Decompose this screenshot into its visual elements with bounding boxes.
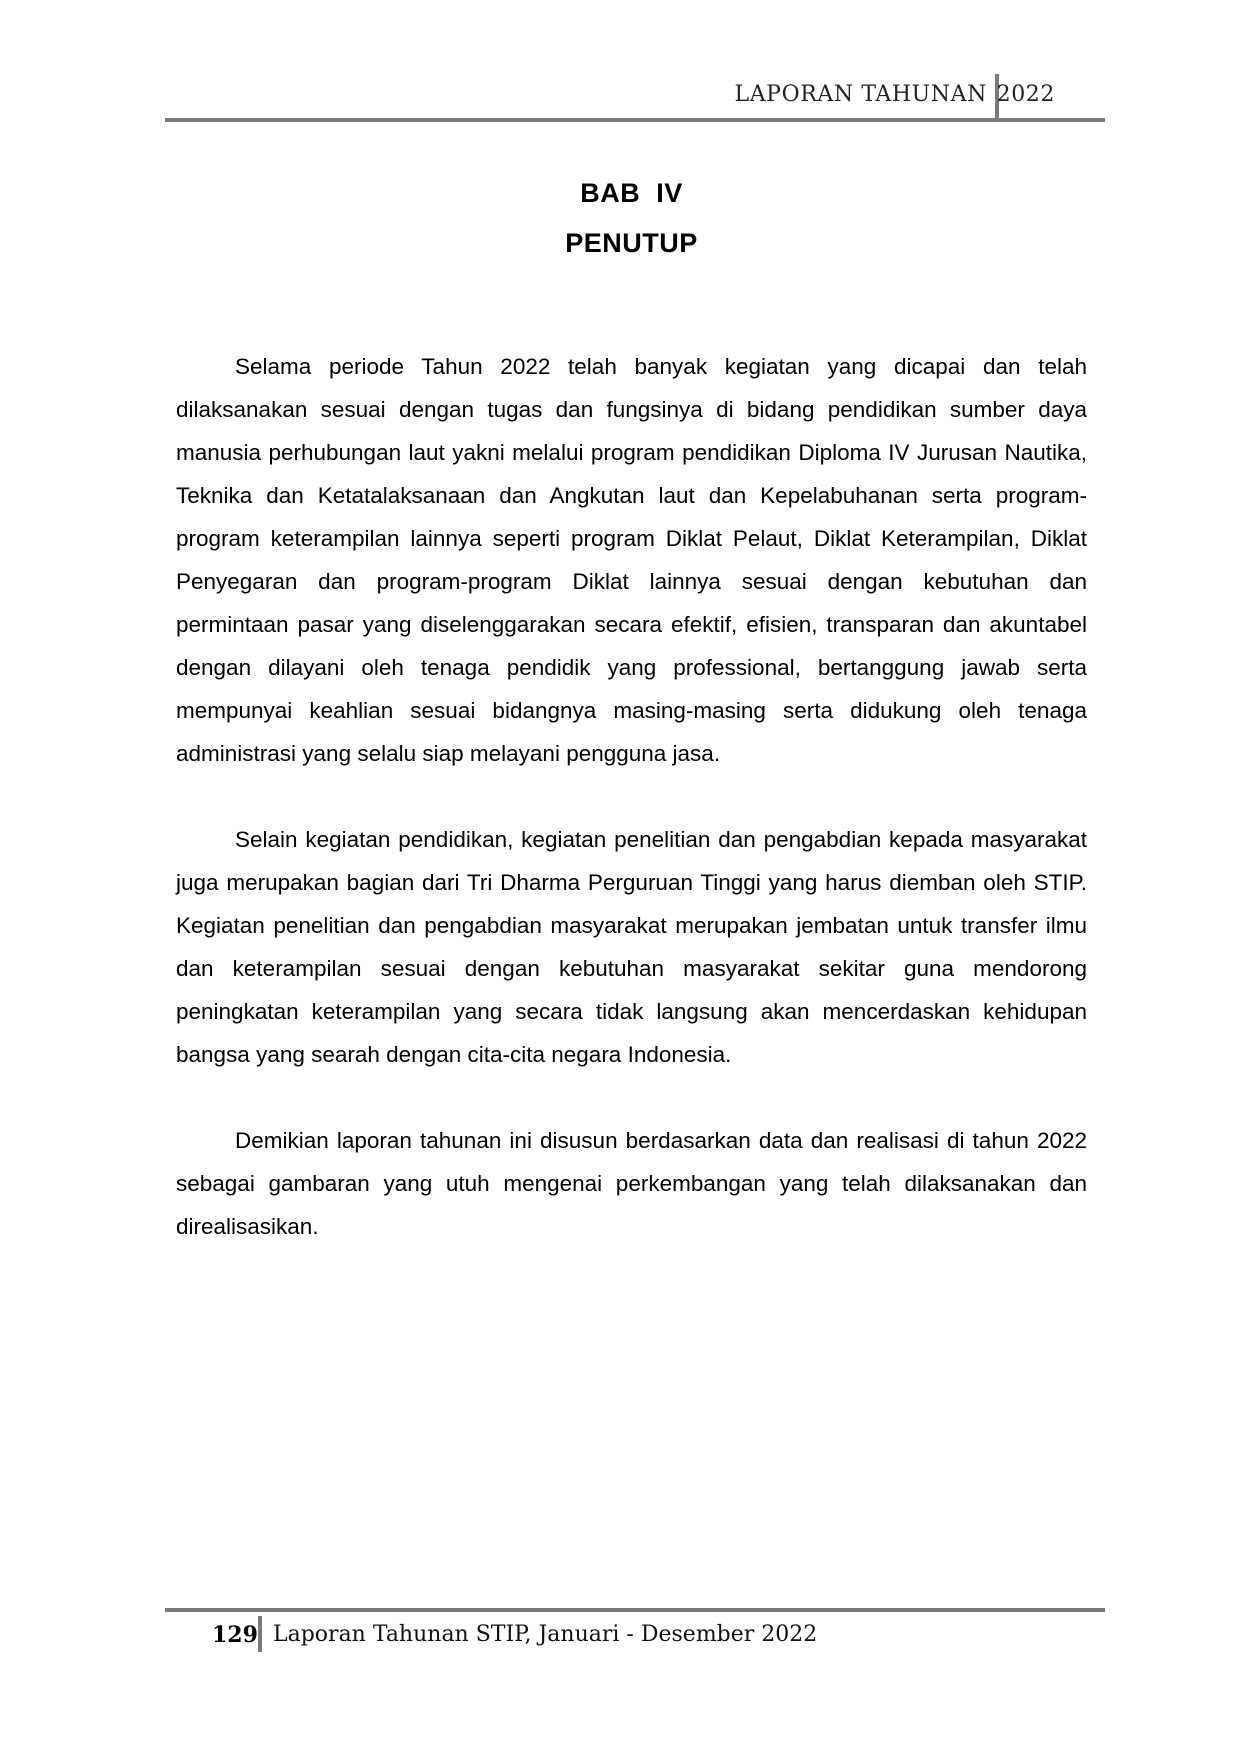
footer-rule — [165, 1608, 1105, 1612]
footer-text: Laporan Tahunan STIP, Januari - Desember 2022 — [273, 1622, 818, 1647]
page-number: 129 — [212, 1622, 258, 1648]
body-text — [176, 345, 1087, 1291]
header-year: 2022 — [996, 82, 1055, 107]
paragraph-2: Selain kegiatan pendidikan, kegiatan penelitian dan pengabdian kepada masyarakat juga merupakan bagian dari Tri Dharma Perguruan Tinggi yang harus diemban oleh STIP. Kegiatan penelitian dan pengabdian masyarakat merupakan jembatan untuk transfer ilmu dan keterampilan sesuai dengan kebutuhan masyarakat sekitar guna mendorong peningkatan keterampilan yang secara tidak langsung akan mencerdaskan kehidupan bangsa yang searah dengan cita-cita negara Indonesia. — [176, 827, 1087, 1067]
header-title: LAPORAN TAHUNAN — [734, 82, 987, 107]
paragraph-1: Selama periode Tahun 2022 telah banyak kegiatan yang dicapai dan telah dilaksanakan sesuai dengan tugas dan fungsinya di bidang pendidikan sumber daya manusia perhubungan laut yakni melalui program pendidikan Diploma IV Jurusan Nautika, Teknika dan Ketatalaksanaan dan Angkutan laut dan Kepelabuhanan serta program-program keterampilan lainnya seperti program Diklat Pelaut, Diklat Keterampilan, Diklat Penyegaran dan program-program Diklat lainnya sesuai dengan kebutuhan dan permintaan pasar yang diselenggarakan secara efektif, efisien, transparan dan akuntabel dengan dilayani oleh tenaga pendidik yang professional, bertanggung jawab serta mempunyai keahlian sesuai bidangnya masing-masing serta didukung oleh tenaga administrasi yang selalu siap melayani pengguna jasa. — [176, 354, 1087, 766]
footer-separator — [258, 1616, 262, 1652]
paragraph-3: Demikian laporan tahunan ini disusun berdasarkan data dan realisasi di tahun 2022 sebagai gambaran yang utuh mengenai perkembangan yang telah dilaksanakan dan direalisasikan. — [176, 1128, 1087, 1239]
page-header — [165, 72, 1105, 122]
chapter-number: BAB IV — [580, 178, 683, 208]
header-rule — [165, 118, 1105, 122]
chapter-title: PENUTUP — [565, 228, 698, 258]
page-footer — [165, 1608, 1105, 1668]
